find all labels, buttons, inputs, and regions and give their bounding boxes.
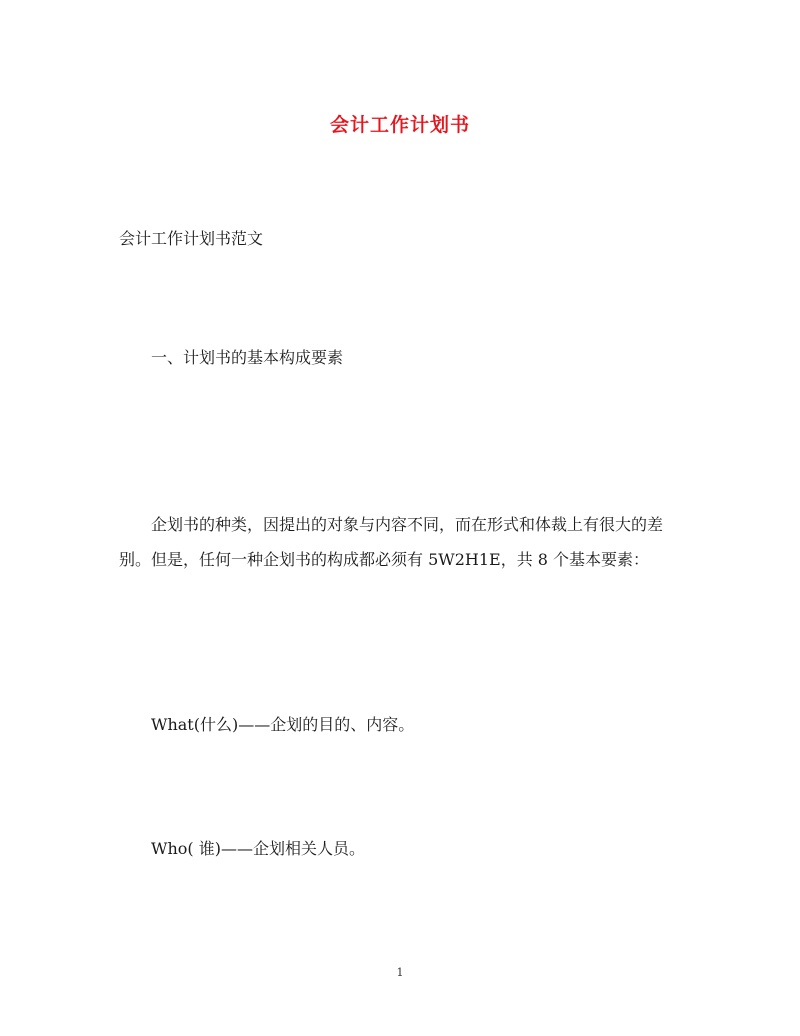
body-paragraph: 企划书的种类，因提出的对象与内容不同，而在形式和体裁上有很大的差别。但是，任何一种企划书的构成都必须有 5W2H1E，共 8 个基本要素： xyxy=(119,515,664,569)
page-number: 1 xyxy=(396,966,404,979)
document-title: 会计工作计划书 xyxy=(329,114,470,136)
section-heading: 一、计划书的基本构成要素 xyxy=(151,348,344,367)
list-item-who: Who( 谁)——企划相关人员。 xyxy=(151,839,365,858)
list-item-what: What(什么)——企划的目的、内容。 xyxy=(151,715,415,734)
document-subtitle: 会计工作计划书范文 xyxy=(119,229,264,248)
